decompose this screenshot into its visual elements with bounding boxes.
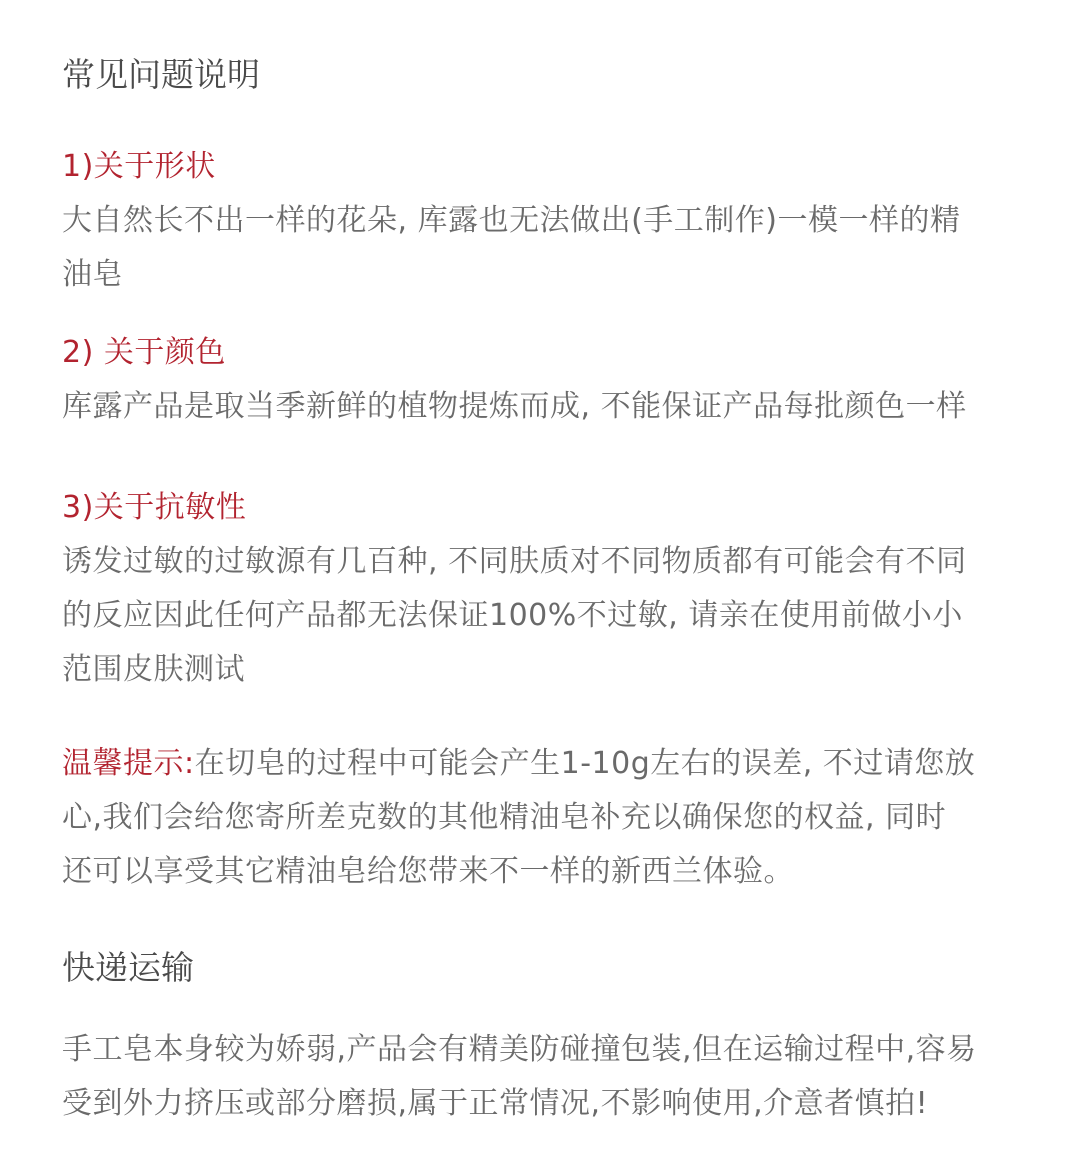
faq-text-line: 的反应因此任何产品都无法保证100%不过敏, 请亲在使用前做小小	[62, 598, 963, 633]
faq-heading: 1)关于形状	[62, 149, 216, 184]
tip-text-line: 心,我们会给您寄所差克数的其他精油皂补充以确保您的权益, 同时	[62, 800, 947, 835]
faq-heading: 3)关于抗敏性	[62, 490, 247, 525]
shipping-text-line: 手工皂本身较为娇弱,产品会有精美防碰撞包装,但在运输过程中,容易	[62, 1032, 977, 1067]
faq-text-line: 库露产品是取当季新鲜的植物提炼而成, 不能保证产品每批颜色一样	[62, 389, 967, 424]
warm-tip	[62, 737, 1061, 899]
tip-text: 在切皂的过程中可能会产生1-10g左右的误差, 不过请您放	[194, 746, 976, 781]
faq-text-line: 油皂	[62, 257, 123, 292]
faq-text-line: 大自然长不出一样的花朵, 库露也无法做出(手工制作)一模一样的精	[62, 203, 961, 238]
faq-heading: 2) 关于颜色	[62, 335, 226, 370]
tip-text-line: 还可以享受其它精油皂给您带来不一样的新西兰体验。	[62, 854, 794, 889]
shipping-text	[62, 1023, 1061, 1131]
shipping-text-line: 受到外力挤压或部分磨损,属于正常情况,不影响使用,介意者慎拍!	[62, 1086, 929, 1121]
shipping-title: 快递运输	[62, 948, 194, 987]
faq-item-color	[62, 326, 1061, 434]
faq-item-allergy	[62, 481, 1061, 697]
tip-label: 温馨提示:	[62, 746, 195, 781]
faq-title: 常见问题说明	[62, 55, 260, 94]
faq-text-line: 诱发过敏的过敏源有几百种, 不同肤质对不同物质都有可能会有不同	[62, 544, 967, 579]
faq-item-shape	[62, 140, 1061, 302]
faq-text-line: 范围皮肤测试	[62, 652, 245, 687]
